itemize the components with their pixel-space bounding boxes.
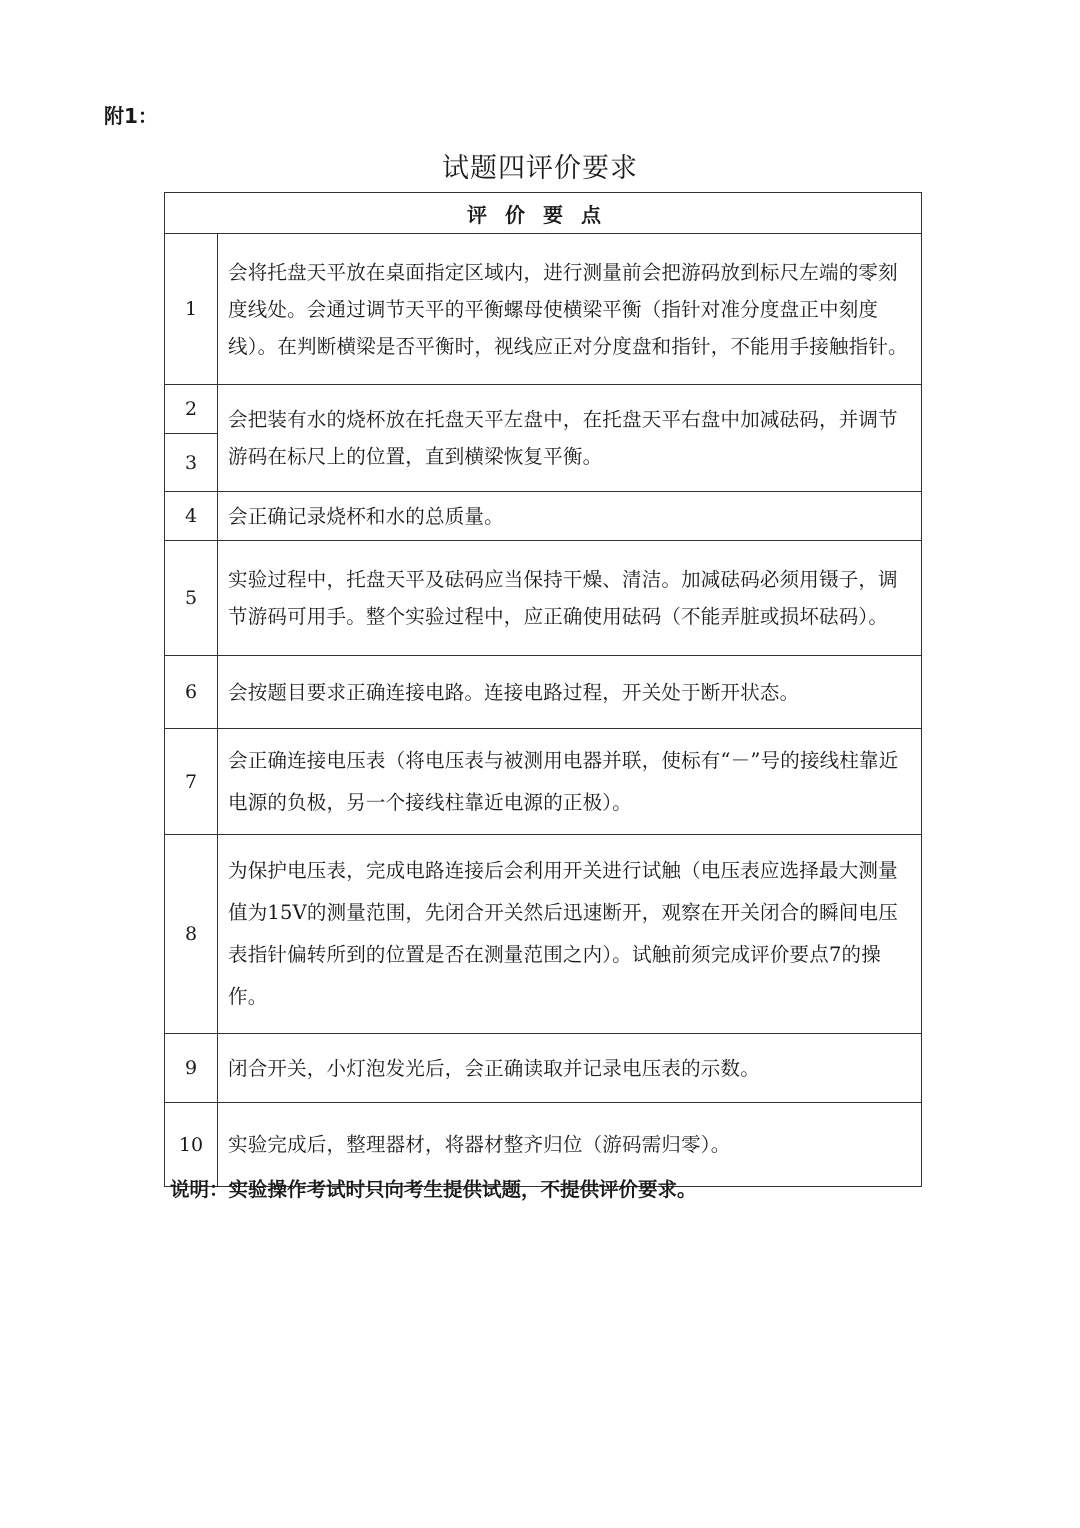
table-row bbox=[165, 656, 922, 729]
table-row bbox=[165, 385, 922, 434]
document-title: 试题四评价要求 bbox=[442, 153, 638, 184]
row-number: 8 bbox=[165, 835, 218, 1034]
row-number: 4 bbox=[165, 492, 218, 541]
row-text: 会按题目要求正确连接电路。连接电路过程，开关处于断开状态。 bbox=[218, 656, 922, 729]
table-row bbox=[165, 234, 922, 385]
row-number: 3 bbox=[165, 434, 218, 492]
table-header-row bbox=[165, 193, 922, 234]
row-text: 会正确记录烧杯和水的总质量。 bbox=[218, 492, 922, 541]
table-header: 评价要点 bbox=[165, 193, 922, 234]
row-number: 1 bbox=[165, 234, 218, 385]
row-number: 2 bbox=[165, 385, 218, 434]
row-text: 会正确连接电压表（将电压表与被测用电器并联，使标有“－”号的接线柱靠近电源的负极，另一个接线柱靠近电源的正极）。 bbox=[218, 729, 922, 835]
note-text: 说明：实验操作考试时只向考生提供试题，不提供评价要求。 bbox=[170, 1178, 697, 1201]
row-text: 实验过程中，托盘天平及砝码应当保持干燥、清洁。加减砝码必须用镊子，调节游码可用手。整个实验过程中，应正确使用砝码（不能弄脏或损坏砝码）。 bbox=[218, 541, 922, 656]
row-number: 5 bbox=[165, 541, 218, 656]
row-text: 为保护电压表，完成电路连接后会利用开关进行试触（电压表应选择最大测量值为15V的测量范围，先闭合开关然后迅速断开，观察在开关闭合的瞬间电压表指针偏转所到的位置是否在测量范围之内）。试触前须完成评价要点7的操作。 bbox=[218, 835, 922, 1034]
row-number: 9 bbox=[165, 1034, 218, 1103]
row-number: 7 bbox=[165, 729, 218, 835]
attachment-label: 附1： bbox=[104, 104, 158, 128]
table-row bbox=[165, 492, 922, 541]
row-text: 闭合开关，小灯泡发光后，会正确读取并记录电压表的示数。 bbox=[218, 1034, 922, 1103]
table-row bbox=[165, 835, 922, 1034]
row-text: 会将托盘天平放在桌面指定区域内，进行测量前会把游码放到标尺左端的零刻度线处。会通过调节天平的平衡螺母使横梁平衡（指针对准分度盘正中刻度线）。在判断横梁是否平衡时，视线应正对分度盘和指针，不能用手接触指针。 bbox=[218, 234, 922, 385]
table-row bbox=[165, 729, 922, 835]
table-row bbox=[165, 541, 922, 656]
row-number: 6 bbox=[165, 656, 218, 729]
evaluation-table bbox=[164, 192, 922, 1187]
row-text: 实验完成后，整理器材，将器材整齐归位（游码需归零）。 bbox=[218, 1103, 922, 1187]
row-text: 会把装有水的烧杯放在托盘天平左盘中，在托盘天平右盘中加减砝码，并调节游码在标尺上的位置，直到横梁恢复平衡。 bbox=[218, 385, 922, 492]
table-row bbox=[165, 1034, 922, 1103]
row-number: 10 bbox=[165, 1103, 218, 1187]
